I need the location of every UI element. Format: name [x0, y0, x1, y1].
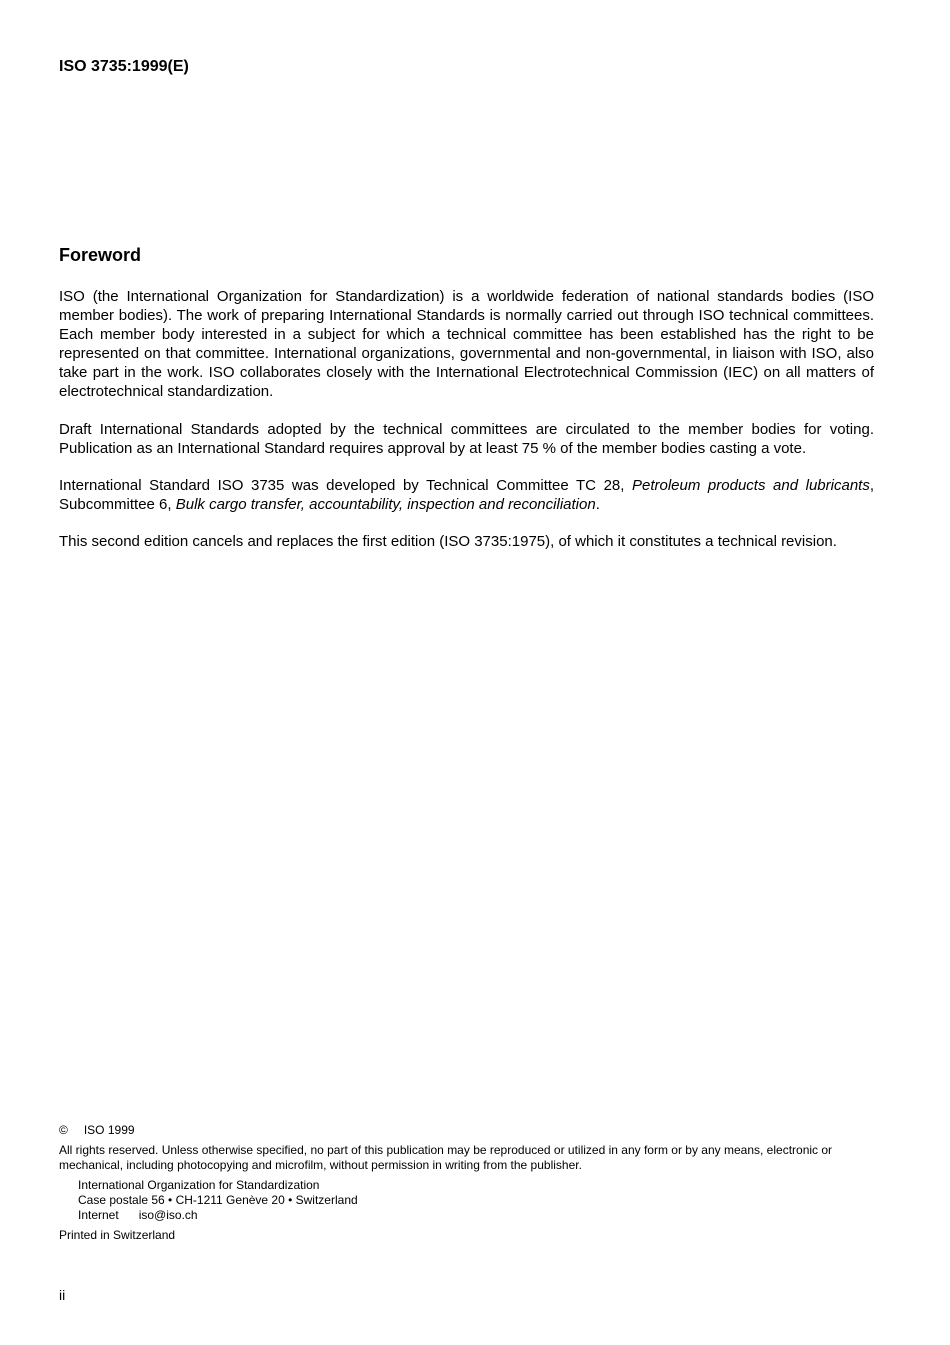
publisher-address	[78, 1178, 893, 1223]
rights-notice: All rights reserved. Unless otherwise specified, no part of this publication may be reproduced or utilized in any form or by any means, electronic or mechanical, including photocopying and microfilm, without permission in writing from the publisher.	[59, 1143, 833, 1172]
internet-line	[78, 1208, 893, 1223]
committee-title: Petroleum products and lubricants	[632, 477, 870, 494]
page-number: ii	[59, 1287, 66, 1303]
copyright-symbol: ©	[59, 1123, 68, 1137]
copyright-text: ISO 1999	[83, 1123, 135, 1137]
copyright-line	[59, 1123, 874, 1138]
foreword-paragraph-4: This second edition cancels and replaces the first edition (ISO 3735:1975), of which it constitutes a technical revision.	[59, 533, 837, 550]
internet-label: Internet	[78, 1208, 119, 1222]
paragraph-text: , Subcommittee 6,	[59, 477, 874, 513]
document-code: ISO 3735:1999(E)	[59, 58, 189, 75]
paragraph-text: .	[595, 496, 600, 513]
subcommittee-title: Bulk cargo transfer, accountability, inspection and reconciliation	[175, 496, 596, 513]
internet-email: iso@iso.ch	[138, 1208, 198, 1222]
section-title: Foreword	[59, 245, 142, 265]
org-postal-address: Case postale 56 • CH-1211 Genève 20 • Switzerland	[78, 1193, 358, 1207]
paragraph-text: International Standard ISO 3735 was developed by Technical Committee TC 28,	[59, 477, 632, 494]
foreword-paragraph-3	[59, 476, 874, 514]
foreword-paragraph-2: Draft International Standards adopted by the technical committees are circulated to the member bodies for voting. Publication as an International Standard requires approval by at least 75 % of the member bodies casting a vote.	[59, 421, 874, 457]
foreword-paragraph-1: ISO (the International Organization for Standardization) is a worldwide federation of national standards bodies (ISO member bodies). The work of preparing International Standards is normally carried out through ISO technical committees. Each member body interested in a subject for which a technical committee has been established has the right to be represented on that committee. International organizations, governmental and non-governmental, in liaison with ISO, also take part in the work. ISO collaborates closely with the International Electrotechnical Commission (IEC) on all matters of electrotechnical standardization.	[59, 288, 874, 400]
org-name: International Organization for Standardization	[78, 1178, 320, 1192]
printed-location: Printed in Switzerland	[59, 1228, 176, 1242]
